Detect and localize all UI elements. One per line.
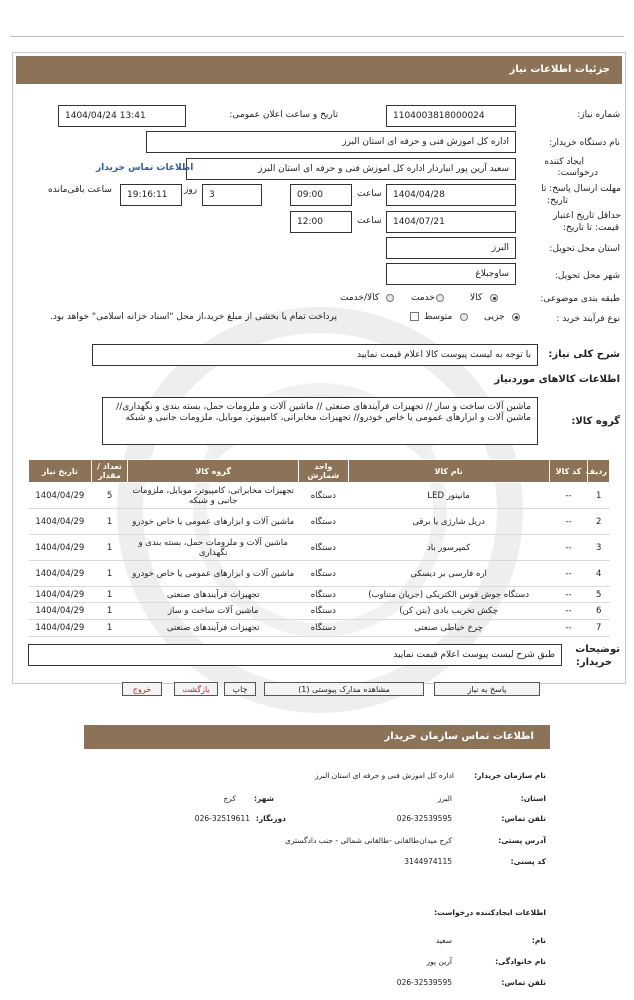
- announce-field: 1404/04/24 13:41: [58, 105, 186, 127]
- process-partial-label: جزیی: [484, 312, 505, 322]
- cell-group: تجهیزات فرآیندهای صنعتی: [128, 620, 299, 637]
- col-name: نام کالا: [348, 460, 549, 483]
- cell-unit: دستگاه: [299, 587, 349, 603]
- creator-field: سعید آرین پور انباردار اداره کل اموزش فنی و حرفه ای استان البرز: [186, 158, 516, 180]
- print-button[interactable]: چاپ: [224, 682, 256, 696]
- process-type-label: نوع فرآیند خرید :: [556, 314, 620, 324]
- top-divider: [10, 36, 624, 37]
- cell-unit: دستگاه: [299, 483, 349, 509]
- col-group: گروه کالا: [128, 460, 299, 483]
- contact-address-value: کرج میدان‌طالقانی -طالقانی شمالی - جنب دادگستری: [285, 836, 452, 845]
- cell-code: --: [549, 483, 588, 509]
- contact-postal-value: 3144974115: [404, 857, 452, 866]
- remaining-time-field: 19:16:11: [120, 184, 182, 206]
- cell-qty: 1: [91, 587, 128, 603]
- treasury-payment-checkbox[interactable]: [410, 312, 419, 321]
- cell-group: تجهیزات فرآیندهای صنعتی: [128, 587, 299, 603]
- validity-label: حداقل تاریخ اعتبار: [553, 211, 621, 221]
- cell-date: 1404/04/29: [29, 603, 92, 620]
- cell-row: 6: [588, 603, 610, 620]
- cell-row: 3: [588, 535, 610, 561]
- category-goods-label: کالا: [470, 293, 483, 303]
- cell-row: 1: [588, 483, 610, 509]
- buyer-notes-label-2: خریدار:: [575, 657, 612, 668]
- table-row: [29, 535, 610, 561]
- col-code: کد کالا: [549, 460, 588, 483]
- cell-date: 1404/04/29: [29, 620, 92, 637]
- contact-postal-label: کد پستی:: [510, 857, 546, 866]
- cell-date: 1404/04/29: [29, 561, 92, 587]
- cell-group: ماشین آلات و ابزارهای عمومی یا خاص خودرو: [128, 509, 299, 535]
- cell-name: اره فارسی بر دیسکی: [348, 561, 549, 587]
- province-field: البرز: [386, 237, 516, 259]
- contact-province-label: استان:: [520, 794, 546, 803]
- reply-time-field: 09:00: [290, 184, 352, 206]
- summary-label: شرح کلی نیاز:: [548, 349, 620, 360]
- table-row: [29, 561, 610, 587]
- treasury-payment-note: پرداخت تمام یا بخشی از مبلغ خرید،از محل "اسناد خزانه اسلامی" خواهد بود.: [50, 312, 338, 322]
- cell-date: 1404/04/29: [29, 509, 92, 535]
- goods-group-label: گروه کالا:: [571, 416, 620, 427]
- cell-code: --: [549, 535, 588, 561]
- cell-date: 1404/04/29: [29, 587, 92, 603]
- exit-button[interactable]: خروج: [122, 682, 162, 696]
- table-row: [29, 587, 610, 603]
- contact-section-title: اطلاعات تماس سازمان خریدار: [84, 725, 550, 749]
- buyer-contact-link[interactable]: اطلاعات تماس خریدار: [96, 163, 194, 173]
- cell-name: مانیتور LED: [348, 483, 549, 509]
- cell-group: ماشین آلات و ملزومات حمل، بسته بندی و نگهداری: [128, 535, 299, 561]
- buyer-notes-field: طبق شرح لیست پیوست اعلام قیمت نمایید: [28, 644, 562, 666]
- contact-city-value: کرج: [223, 794, 236, 803]
- view-attachments-button[interactable]: مشاهده مدارک پیوستی (1): [264, 682, 424, 696]
- contact-org-label: نام سازمان خریدار:: [474, 771, 546, 780]
- col-row: ردیف: [588, 460, 610, 483]
- table-row: [29, 509, 610, 535]
- validity-time-field: 12:00: [290, 211, 352, 233]
- days-field: 3: [202, 184, 262, 206]
- contact-address-label: آدرس پستی:: [498, 836, 546, 845]
- page-title: جزئیات اطلاعات نیاز: [16, 56, 622, 84]
- cell-date: 1404/04/29: [29, 483, 92, 509]
- cell-qty: 5: [91, 483, 128, 509]
- reply-date-field: 1404/04/28: [386, 184, 516, 206]
- goods-info-title: اطلاعات کالاهای موردنیاز: [494, 374, 620, 385]
- creator-phone-label: تلفن تماس:: [501, 978, 546, 987]
- contact-fax-value: 026-32519611: [194, 814, 250, 823]
- table-row: [29, 483, 610, 509]
- table-row: [29, 603, 610, 620]
- cell-name: دریل شارژی یا برقی: [348, 509, 549, 535]
- buyer-org-label: نام دستگاه خریدار:: [549, 138, 620, 148]
- goods-group-field: ماشین آلات ساخت و ساز // تجهیزات فرآیندهای صنعتی // ماشین آلات و ملزومات حمل، بسته بندی و نگهداری// ماشین آلات و ابزارهای عمومی یا خاص خودرو// تجهیزات مخابراتی، کامپیوتر، موبایل، ملزومات جانبی و شبکه: [102, 397, 538, 445]
- cell-name: دستگاه جوش قوس الکتریکی (جریان متناوب): [348, 587, 549, 603]
- category-goods-service-label: کالا/خدمت: [340, 293, 380, 303]
- buyer-notes-label: توضیحات: [575, 644, 620, 655]
- city-field: ساوجبلاغ: [386, 263, 516, 285]
- creator-last-name-label: نام خانوادگی:: [495, 957, 546, 966]
- col-date: تاریخ نیاز: [29, 460, 92, 483]
- cell-unit: دستگاه: [299, 509, 349, 535]
- cell-name: کمپرسور باد: [348, 535, 549, 561]
- process-medium-radio[interactable]: [460, 313, 468, 321]
- contact-org-value: اداره کل اموزش فنی و حرفه ای استان البرز: [314, 771, 454, 780]
- cell-code: --: [549, 603, 588, 620]
- validity-date-field: 1404/07/21: [386, 211, 516, 233]
- contact-phone-label: تلفن تماس:: [501, 814, 546, 823]
- cell-code: --: [549, 509, 588, 535]
- announce-label: تاریخ و ساعت اعلان عمومی:: [229, 110, 338, 120]
- contact-province-value: البرز: [437, 794, 452, 803]
- province-label: استان محل تحویل:: [549, 244, 620, 254]
- goods-table-header: [29, 460, 610, 483]
- cell-row: 2: [588, 509, 610, 535]
- cell-qty: 1: [91, 620, 128, 637]
- category-service-radio[interactable]: [436, 294, 444, 302]
- creator-label-2: درخواست:: [557, 168, 598, 178]
- reply-deadline-label-2: تاریخ:: [547, 196, 568, 206]
- back-button[interactable]: بازگشت: [174, 682, 218, 696]
- cell-qty: 1: [91, 509, 128, 535]
- cell-unit: دستگاه: [299, 561, 349, 587]
- cell-unit: دستگاه: [299, 603, 349, 620]
- cell-name: چرخ خیاطی صنعتی: [348, 620, 549, 637]
- contact-phone-value: 026-32539595: [396, 814, 452, 823]
- table-row: [29, 620, 610, 637]
- goods-table: [28, 459, 610, 637]
- category-service-label: خدمت: [411, 293, 435, 303]
- validity-time-label: ساعت: [357, 216, 382, 226]
- city-label: شهر محل تحویل:: [554, 271, 620, 281]
- cell-group: ماشین آلات ساخت و ساز: [128, 603, 299, 620]
- category-goods-service-radio[interactable]: [386, 294, 394, 302]
- process-medium-label: متوسط: [424, 312, 453, 322]
- contact-fax-label: دورنگار:: [255, 814, 286, 823]
- contact-city-label: شهر:: [254, 794, 274, 803]
- need-number-label: شماره نیاز:: [577, 110, 620, 120]
- creator-info-title: اطلاعات ایجادکننده درخواست:: [434, 908, 546, 917]
- cell-qty: 1: [91, 603, 128, 620]
- creator-first-name-label: نام:: [531, 936, 546, 945]
- buyer-org-field: اداره کل اموزش فنی و حرفه ای استان البرز: [146, 131, 516, 153]
- category-label: طبقه بندی موضوعی:: [540, 294, 620, 304]
- cell-code: --: [549, 587, 588, 603]
- cell-group: ماشین آلات و ابزارهای عمومی یا خاص خودرو: [128, 561, 299, 587]
- reply-time-label: ساعت: [357, 189, 382, 199]
- remaining-time-label: ساعت باقی‌مانده: [48, 185, 112, 195]
- col-qty: تعداد / مقدار: [91, 460, 128, 483]
- category-goods-radio[interactable]: [490, 294, 498, 302]
- cell-unit: دستگاه: [299, 535, 349, 561]
- col-unit: واحد شمارش: [299, 460, 349, 483]
- validity-label-2: قیمت: تا تاریخ:: [563, 223, 619, 233]
- need-number-field: 1104003818000024: [386, 105, 516, 127]
- reply-button[interactable]: پاسخ به نیاز: [434, 682, 540, 696]
- creator-label: ایجاد کننده: [544, 157, 584, 167]
- creator-last-name-value: آرین پور: [426, 957, 452, 966]
- days-label: روز: [184, 185, 198, 195]
- process-partial-radio[interactable]: [512, 313, 520, 321]
- cell-code: --: [549, 561, 588, 587]
- cell-qty: 1: [91, 535, 128, 561]
- summary-field: با توجه به لیست پیوست کالا اعلام قیمت نمایید: [92, 344, 538, 366]
- cell-code: --: [549, 620, 588, 637]
- cell-name: چکش تخریب بادی (بتن کن): [348, 603, 549, 620]
- cell-date: 1404/04/29: [29, 535, 92, 561]
- cell-row: 7: [588, 620, 610, 637]
- cell-qty: 1: [91, 561, 128, 587]
- cell-unit: دستگاه: [299, 620, 349, 637]
- cell-group: تجهیزات مخابراتی، کامپیوتر، موبایل، ملزومات جانبی و شبکه: [128, 483, 299, 509]
- cell-row: 4: [588, 561, 610, 587]
- reply-deadline-label: مهلت ارسال پاسخ: تا: [541, 184, 621, 194]
- creator-phone-value: 026-32539595: [396, 978, 452, 987]
- creator-first-name-value: سعید: [435, 936, 452, 945]
- cell-row: 5: [588, 587, 610, 603]
